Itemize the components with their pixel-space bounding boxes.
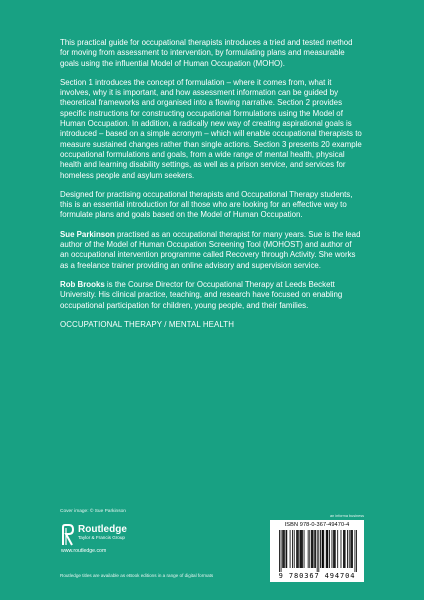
publisher-url: www.routledge.com — [61, 548, 107, 554]
barcode-bar — [320, 530, 321, 568]
barcode-bar — [337, 530, 338, 568]
barcode-bar — [341, 530, 342, 568]
barcode-bar — [352, 530, 353, 568]
barcode-bar — [315, 530, 316, 568]
barcode-bar — [313, 530, 314, 568]
description-paragraph-3: Designed for practising occupational therapists and Occupational Therapy students, this is an essential introduction for all those who are looking for an effective way to formulate plans and goals based on the Model of Human Occupation. — [60, 189, 353, 220]
barcode-bar — [351, 530, 352, 568]
barcode-bar — [297, 530, 298, 568]
barcode-bar — [334, 530, 335, 568]
barcode-box — [270, 520, 364, 582]
cover-image-credit: Cover image: © Sue Parkinson — [60, 509, 126, 514]
barcode-bar — [284, 530, 285, 568]
barcode-bar — [283, 530, 284, 568]
routledge-r-mark-icon — [61, 524, 75, 546]
ean-digits: 9 780367 494704 — [278, 572, 356, 580]
publisher-logo — [61, 522, 151, 554]
barcode-bar — [347, 530, 348, 568]
barcode-bar — [349, 530, 350, 568]
author-bio-sue-parkinson — [60, 230, 362, 271]
barcode-bar — [298, 530, 299, 568]
barcode-bar — [345, 530, 346, 568]
barcode-bar — [292, 530, 293, 568]
subject-category: OCCUPATIONAL THERAPY / MENTAL HEALTH — [60, 319, 235, 329]
barcode-bar — [300, 530, 301, 568]
author-bio-text: practised as an occupational therapist for many years. Sue is the lead author of the Model of Human Occupation Screening Tool (MOHOST) and author of an occupational intervention programme called Recovery through Activity. She works as a freelance trainer providing an online advisory and supervision service. — [60, 229, 361, 270]
barcode-bar — [322, 530, 323, 568]
barcode-bar — [327, 530, 328, 568]
publisher-name: Routledge — [78, 524, 127, 535]
barcode-bar — [282, 530, 283, 568]
barcode-bar — [356, 530, 357, 572]
author-bio-rob-brooks — [60, 280, 362, 311]
barcode-bar — [311, 530, 312, 568]
barcode-bar — [281, 530, 282, 572]
barcode-bar — [294, 530, 295, 568]
barcode-bar — [314, 530, 315, 568]
barcode-bar — [350, 530, 351, 568]
barcode-bar — [343, 530, 344, 568]
barcode-bar — [286, 530, 287, 568]
barcode-bar — [301, 530, 302, 568]
barcode-bar — [304, 530, 305, 568]
barcode-bar — [344, 530, 345, 568]
author-name: Rob Brooks — [60, 279, 105, 289]
barcode-bar — [333, 530, 334, 568]
barcode-bar — [317, 530, 318, 572]
description-paragraph-2: Section 1 introduces the concept of formulation – where it comes from, what it involves, why it is important, and how assessment information can be guided by theoretical frameworks and organised into a flowing narrative. Section 2 provides specific instructions for constructing occupational formulations using the Model of Human Occupation. In addition, a radically new way of creating aspirational goals is introduced – based on a simple acronym – which will enable occupational therapists to measure sustained changes rather than single actions. Section 3 presents 20 example occupational formulations and goals, from a wide range of mental health, physical health and learning disability settings, as well as a prison service, and services for homeless people and asylum seekers. — [60, 77, 362, 180]
barcode-bar — [279, 530, 280, 572]
barcode-bar — [309, 530, 310, 568]
barcode-bar — [318, 530, 319, 572]
publisher-group: Taylor & Francis Group — [78, 535, 125, 540]
barcode-bar — [312, 530, 313, 568]
barcode-bar — [308, 530, 309, 568]
barcode-bar — [286, 530, 287, 568]
barcode-bar — [327, 530, 328, 568]
barcode-bar — [326, 530, 327, 568]
barcode-bar — [300, 530, 301, 568]
barcode-bar — [332, 530, 333, 568]
informa-tagline: an informa business — [330, 514, 364, 518]
barcode-bar — [323, 530, 324, 568]
description-paragraph-1: This practical guide for occupational therapists introduces a tried and tested method for moving from assessment to intervention, by formulating plans and measurable goals using the influential Model of Human Occupation (MOHO). — [60, 38, 353, 68]
barcode-bar — [323, 530, 324, 568]
ebook-note: Routledge titles are available as eBook editions in a range of digital formats — [60, 573, 214, 578]
barcode-bar — [355, 530, 356, 572]
author-bio-text: is the Course Director for Occupational Therapy at Leeds Beckett University. His clinical practice, teaching, and research have focused on enabling occupational participation for children, young people, and their families. — [60, 279, 343, 310]
barcode-bar — [290, 530, 291, 568]
barcode-bar — [329, 530, 330, 568]
barcode-bar — [296, 530, 297, 568]
author-name: Sue Parkinson — [60, 229, 115, 239]
barcode-image — [279, 530, 357, 572]
barcode-bar — [302, 530, 303, 568]
barcode-bar — [335, 530, 336, 568]
description-block — [60, 38, 362, 339]
isbn-text: ISBN 978-0-367-49470-4 — [284, 522, 350, 528]
